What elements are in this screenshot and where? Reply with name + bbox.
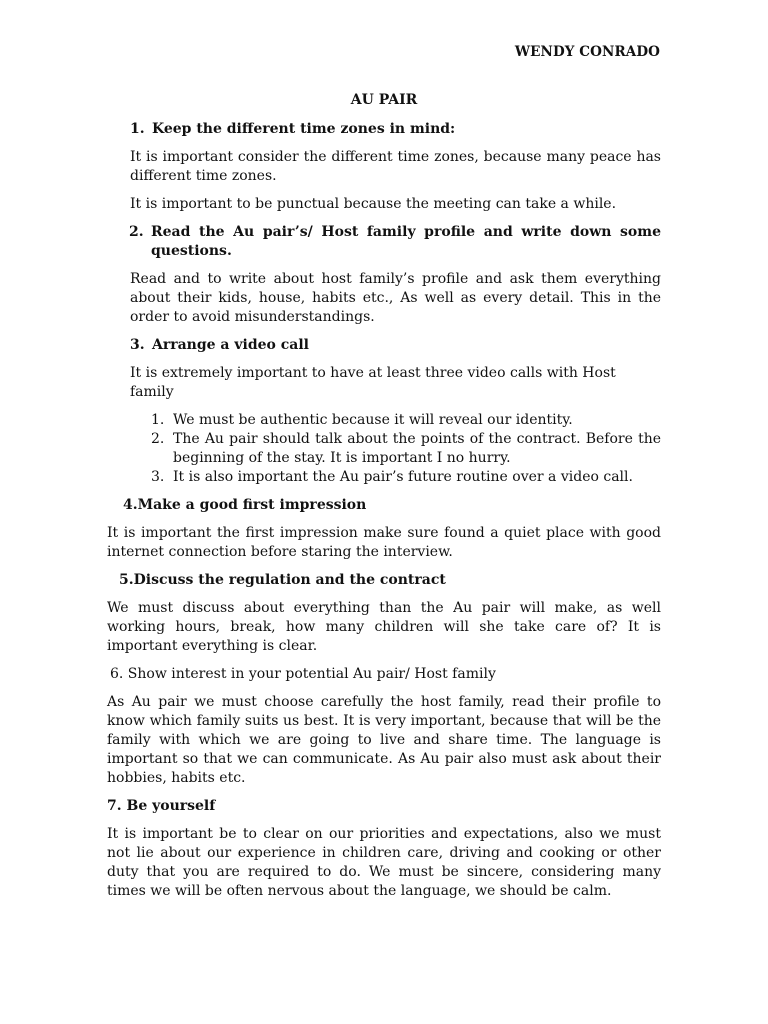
section-4-heading: 4.Make a good first impression [123, 497, 367, 513]
section-7-paragraph-1: It is important be to clear on our priorities and expectations, also we must not lie about our experience in children care, driving and cooking or other duty that you are required to do. We must be sincere, considering many times we will be often nervous about the language, we should be calm. [107, 826, 661, 899]
section-1-paragraph-2: It is important to be punctual because the meeting can take a while. [130, 196, 617, 212]
section-3-list [107, 411, 661, 487]
list-item-number: 1. [151, 412, 165, 428]
section-6-paragraph-1: As Au pair we must choose carefully the host family, read their profile to know which family suits us best. It is very important, because that will be the family with which we are going to live and share time. The language is important so that we can communicate. As Au pair also must ask about their hobbies, habits etc. [107, 694, 661, 786]
section-2-paragraph-1: Read and to write about host family’s profile and ask them everything about their kids, house, habits etc., As well as every detail. This in the order to avoid misunderstandings. [130, 271, 661, 325]
section-3-heading [107, 336, 661, 355]
section-1-title: Keep the different time zones in mind: [152, 121, 456, 137]
section-1-number: 1. [130, 121, 145, 137]
list-item-text: We must be authentic because it will reveal our identity. [173, 412, 573, 428]
section-6-heading: 6. Show interest in your potential Au pair/ Host family [110, 666, 496, 682]
section-1-paragraph-1: It is important consider the different time zones, because many peace has different time zones. [130, 149, 661, 184]
section-5-heading: 5.Discuss the regulation and the contract [119, 572, 446, 588]
list-item-number: 3. [151, 469, 165, 485]
list-item [151, 430, 661, 468]
author-name: WENDY CONRADO [514, 44, 660, 60]
section-2-title: Read the Au pair’s/ Host family profile and write down some questions. [151, 224, 661, 259]
section-7-heading: 7. Be yourself [107, 798, 216, 814]
document-body [107, 120, 661, 910]
list-item-number: 2. [151, 431, 165, 447]
section-2-heading [107, 223, 661, 261]
section-3-number: 3. [130, 337, 145, 353]
section-5-paragraph-1: We must discuss about everything than the Au pair will make, as well working hours, break, how many children will she take care of? It is important everything is clear. [107, 600, 661, 654]
section-2-number: 2. [129, 224, 144, 240]
section-3-paragraph-1: It is extremely important to have at least three video calls with Host family [130, 365, 616, 400]
list-item-text: The Au pair should talk about the points of the contract. Before the beginning of the stay. It is important I no hurry. [173, 431, 661, 466]
section-3-title: Arrange a video call [152, 337, 309, 353]
section-1-heading [107, 120, 661, 139]
list-item-text: It is also important the Au pair’s future routine over a video call. [173, 469, 633, 485]
list-item [151, 468, 661, 487]
list-item [151, 411, 661, 430]
document-title: AU PAIR [350, 92, 418, 108]
section-4-paragraph-1: It is important the first impression make sure found a quiet place with good internet connection before staring the interview. [107, 525, 661, 560]
